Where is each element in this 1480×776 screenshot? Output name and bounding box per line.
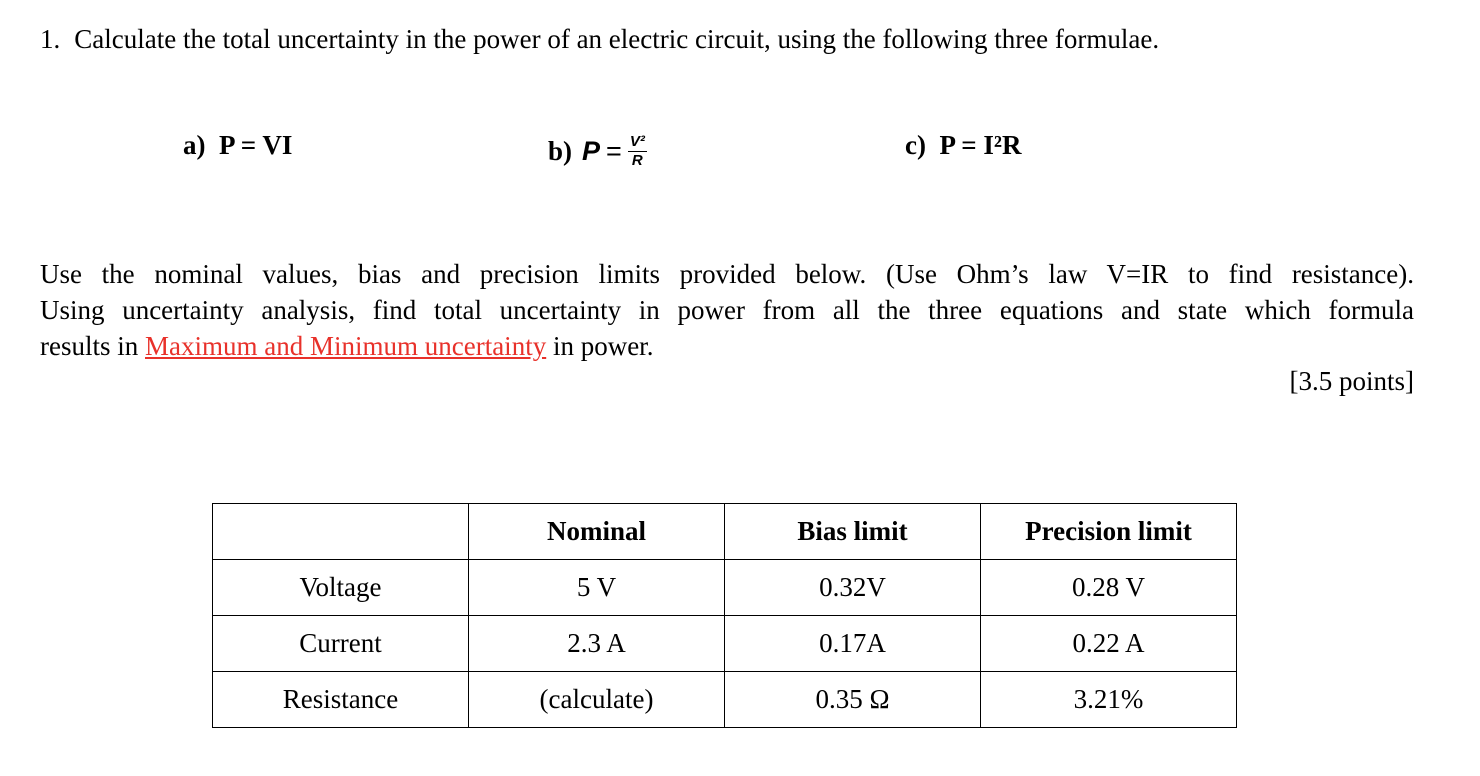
instructions-line-3-before: results in (40, 331, 139, 361)
highlighted-phrase: Maximum and Minimum uncertainty (145, 331, 547, 361)
formula-c-label: c) (905, 130, 926, 160)
instructions-line-3-after: in power. (552, 331, 654, 361)
table-cell: 2.3 A (469, 616, 725, 672)
values-table (212, 503, 1237, 728)
formula-b-denominator: R (631, 152, 643, 169)
formula-b-equals: = (606, 136, 622, 166)
table-cell: 0.17A (725, 616, 981, 672)
table-cell: Resistance (213, 672, 469, 728)
table-row (213, 672, 1237, 728)
instructions-line-2: Using uncertainty analysis, find total uncertainty in power from all the three equations and state which formula (40, 295, 1414, 325)
formula-c (905, 130, 1021, 161)
formula-a (183, 130, 292, 161)
instructions-line-1: Use the nominal values, bias and precision limits provided below. (Use Ohm’s law V=IR to find resistance). (40, 259, 1414, 289)
formula-b-lhs: P (582, 136, 601, 166)
table-header-cell: Nominal (469, 504, 725, 560)
table-row (213, 616, 1237, 672)
question-text: Calculate the total uncertainty in the power of an electric circuit, using the following three formulae. (74, 24, 1160, 54)
table-cell: 0.28 V (981, 560, 1237, 616)
table-cell: Current (213, 616, 469, 672)
table-cell: 0.22 A (981, 616, 1237, 672)
table-cell: 3.21% (981, 672, 1237, 728)
formula-b-fraction (628, 133, 647, 170)
formula-b-numerator: V² (629, 133, 645, 150)
table-header-cell (213, 504, 469, 560)
question-heading (40, 24, 1159, 55)
table-header-row (213, 504, 1237, 560)
instructions-line-3 (40, 328, 1414, 364)
instructions-paragraph (40, 256, 1414, 364)
question-number: 1. (40, 24, 61, 54)
formula-c-expression: P = I²R (939, 130, 1022, 160)
table-cell: Voltage (213, 560, 469, 616)
table-cell: 0.35 Ω (725, 672, 981, 728)
formula-a-label: a) (183, 130, 206, 160)
table-cell: (calculate) (469, 672, 725, 728)
formula-a-expression: P = VI (219, 130, 293, 160)
table-cell: 0.32V (725, 560, 981, 616)
table-row (213, 560, 1237, 616)
table-cell: 5 V (469, 560, 725, 616)
formula-b (548, 133, 647, 170)
table-header-cell: Precision limit (981, 504, 1237, 560)
points-label: [3.5 points] (1289, 366, 1414, 396)
table-header-cell: Bias limit (725, 504, 981, 560)
formula-b-label: b) (548, 136, 573, 166)
